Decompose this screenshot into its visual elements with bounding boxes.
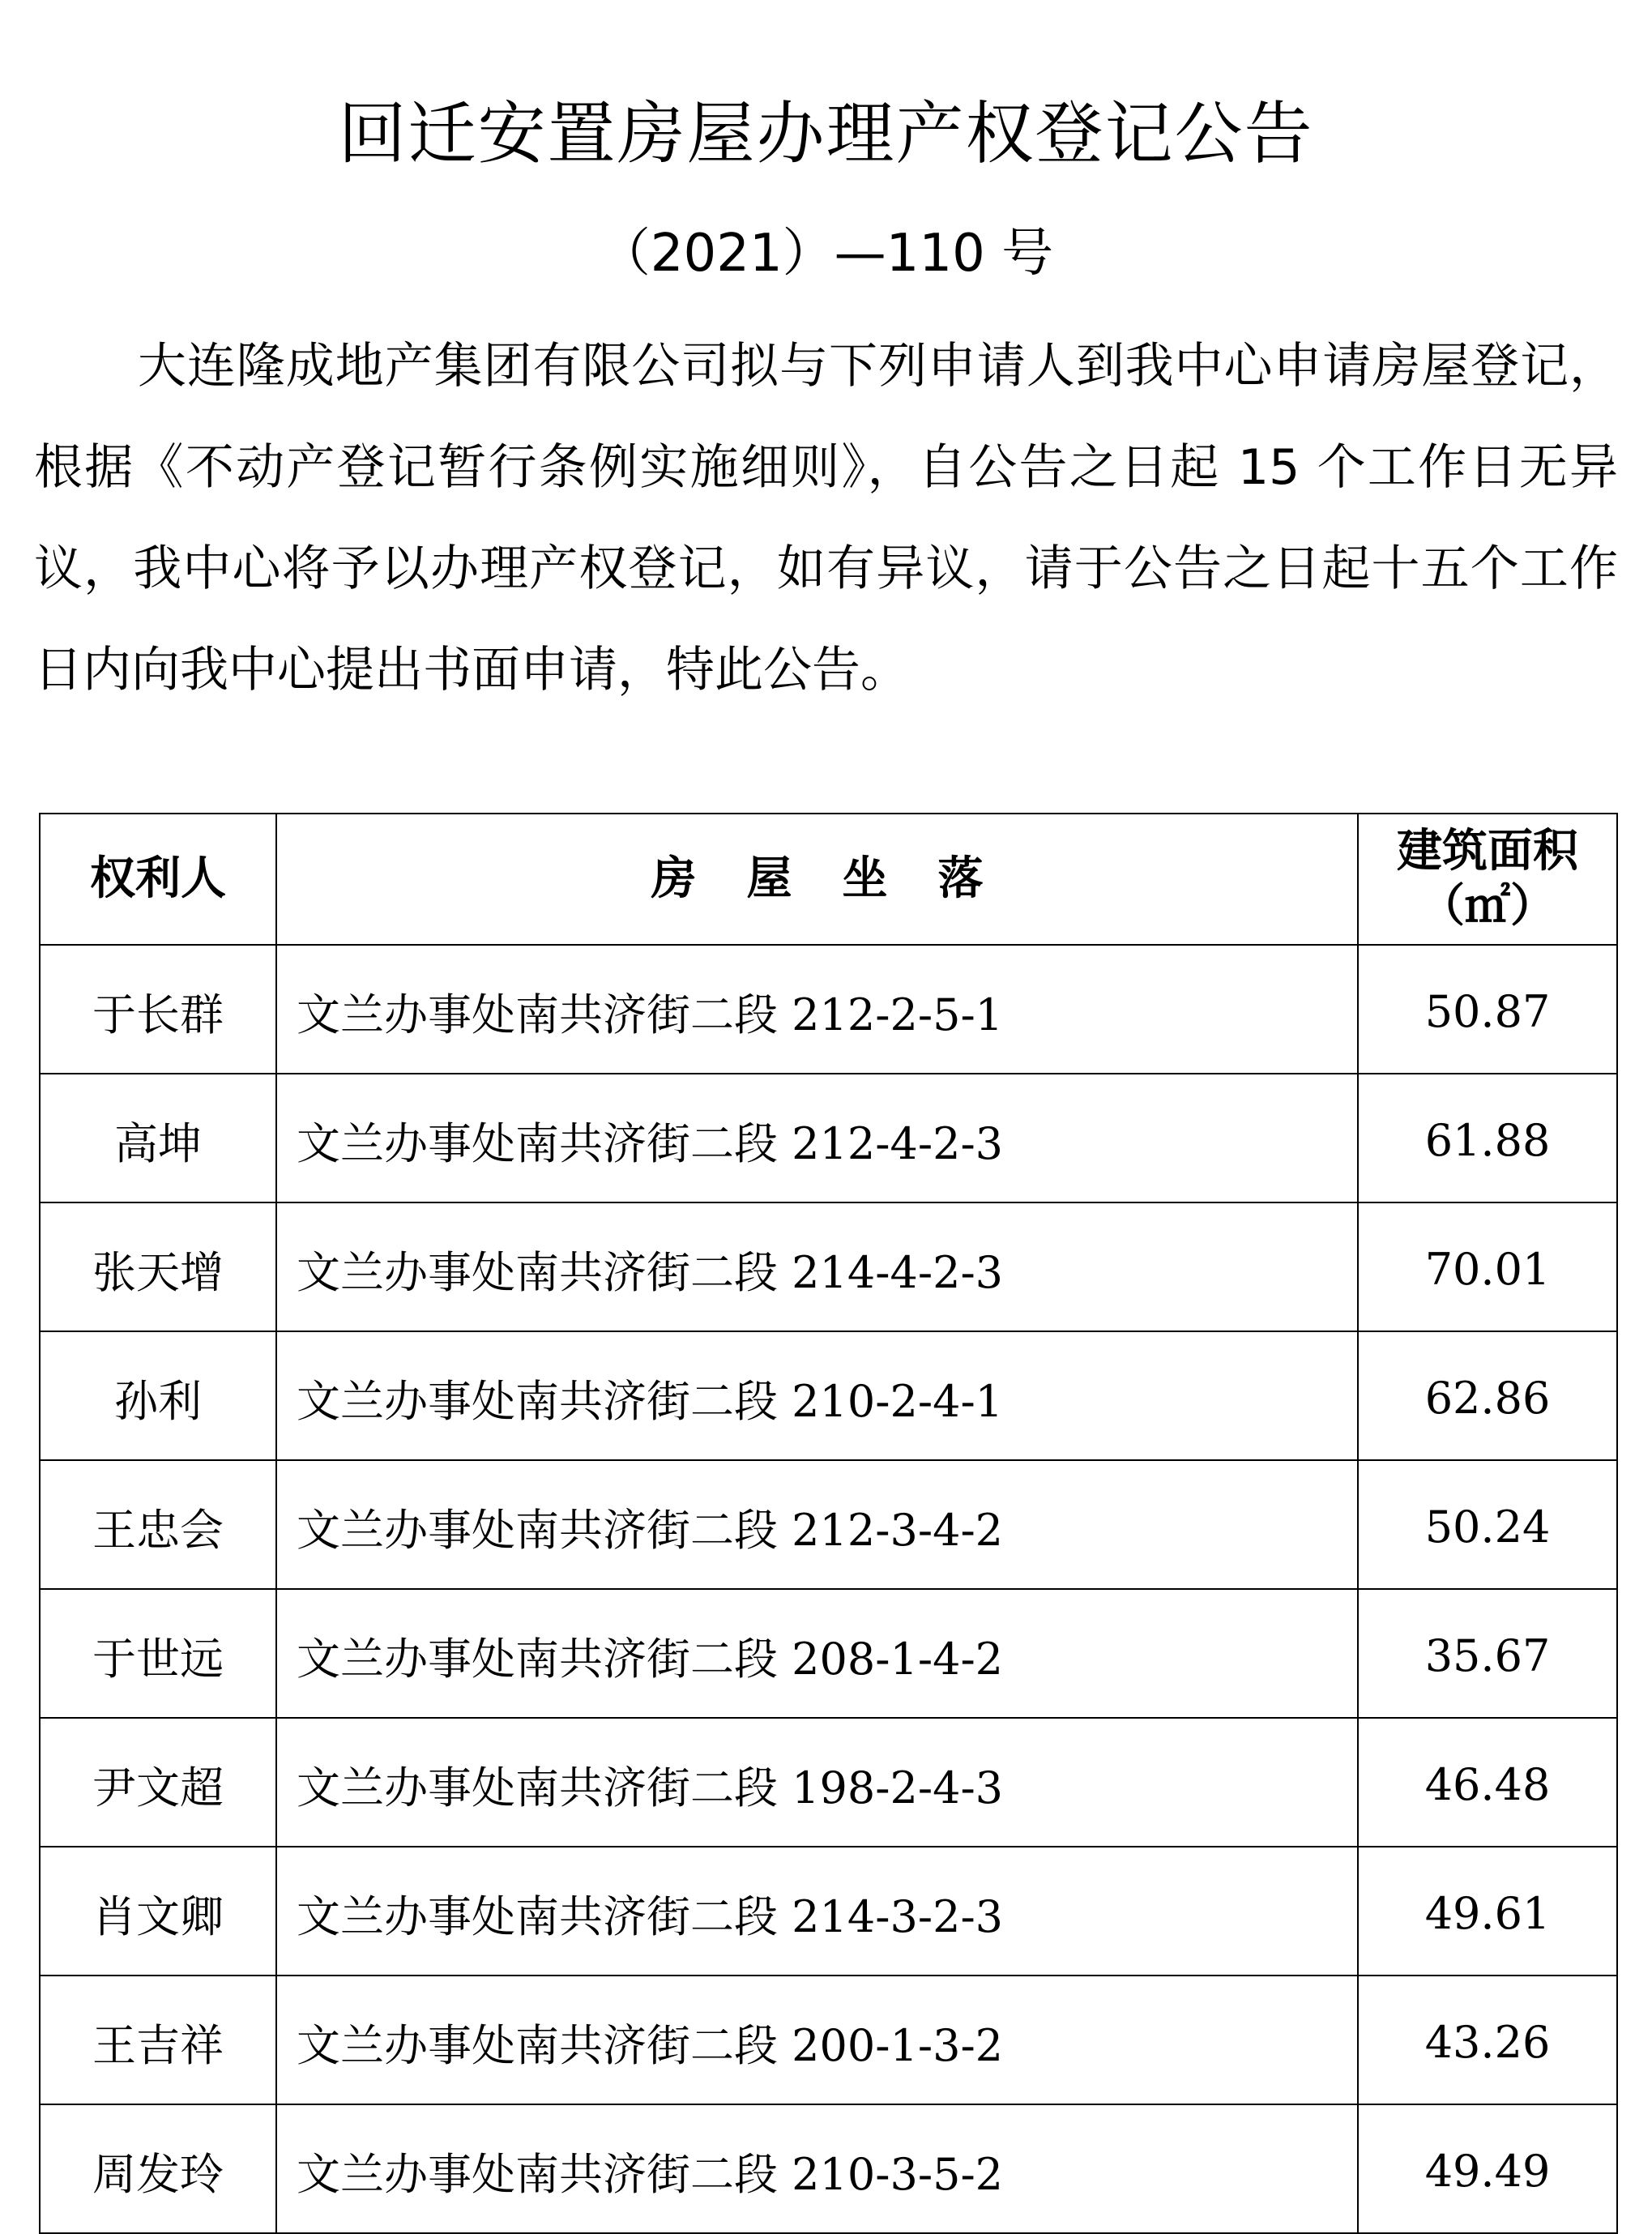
area-cell: 35.67 (1358, 1589, 1617, 1718)
location-cell: 文兰办事处南共济街二段 210-2-4-1 (276, 1331, 1358, 1460)
area-cell: 61.88 (1358, 1074, 1617, 1202)
area-cell: 43.26 (1358, 1976, 1617, 2104)
header-location (276, 814, 1358, 945)
location-cell: 文兰办事处南共济街二段 210-3-5-2 (276, 2104, 1358, 2233)
notice-number: （2021）—110 号 (598, 224, 1054, 284)
area-cell: 49.61 (1358, 1847, 1617, 1976)
table-row (40, 1976, 1617, 2104)
area-cell: 70.01 (1358, 1202, 1617, 1331)
area-cell: 46.48 (1358, 1718, 1617, 1847)
header-area-line2: （㎡） (1419, 880, 1556, 933)
area-cell: 62.86 (1358, 1331, 1617, 1460)
table-header-row (40, 814, 1617, 945)
location-cell: 文兰办事处南共济街二段 212-3-4-2 (276, 1460, 1358, 1589)
table-row (40, 1202, 1617, 1331)
table-row (40, 1847, 1617, 1976)
notice-body: 大连隆成地产集团有限公司拟与下列申请人到我中心申请房屋登记，根据《不动产登记暂行条例实施细则》，自公告之日起 15 个工作日无异议，我中心将予以办理产权登记，如有异议，请于公告之日起十五个工作日内向我中心提出书面申请，特此公告。 (34, 338, 1618, 698)
owner-cell: 于世远 (40, 1589, 276, 1718)
location-cell: 文兰办事处南共济街二段 200-1-3-2 (276, 1976, 1358, 2104)
table-body (40, 945, 1617, 2233)
header-area (1358, 814, 1617, 945)
owner-cell: 于长群 (40, 945, 276, 1074)
location-cell: 文兰办事处南共济街二段 208-1-4-2 (276, 1589, 1358, 1718)
table-row (40, 1331, 1617, 1460)
area-cell: 50.87 (1358, 945, 1617, 1074)
location-cell: 文兰办事处南共济街二段 214-3-2-3 (276, 1847, 1358, 1976)
location-cell: 文兰办事处南共济街二段 212-2-5-1 (276, 945, 1358, 1074)
table-row (40, 2104, 1617, 2233)
table-row (40, 1589, 1617, 1718)
table-row (40, 945, 1617, 1074)
area-cell: 50.24 (1358, 1460, 1617, 1589)
owner-cell: 张天增 (40, 1202, 276, 1331)
header-owner: 权利人 (40, 814, 276, 945)
owner-cell: 王吉祥 (40, 1976, 276, 2104)
header-area-line1: 建筑面积 (1397, 825, 1578, 878)
area-cell: 49.49 (1358, 2104, 1617, 2233)
header-location-label: 房屋坐落 (651, 852, 1034, 905)
owner-cell: 肖文卿 (40, 1847, 276, 1976)
owner-cell: 周发玲 (40, 2104, 276, 2233)
notice-title: 回迁安置房屋办理产权登记公告 (338, 94, 1314, 173)
location-cell: 文兰办事处南共济街二段 198-2-4-3 (276, 1718, 1358, 1847)
owner-cell: 高坤 (40, 1074, 276, 1202)
location-cell: 文兰办事处南共济街二段 214-4-2-3 (276, 1202, 1358, 1331)
location-cell: 文兰办事处南共济街二段 212-4-2-3 (276, 1074, 1358, 1202)
owner-cell: 尹文超 (40, 1718, 276, 1847)
table-row (40, 1460, 1617, 1589)
table-row (40, 1718, 1617, 1847)
registration-table (39, 813, 1618, 2234)
table-row (40, 1074, 1617, 1202)
owner-cell: 孙利 (40, 1331, 276, 1460)
owner-cell: 王忠会 (40, 1460, 276, 1589)
